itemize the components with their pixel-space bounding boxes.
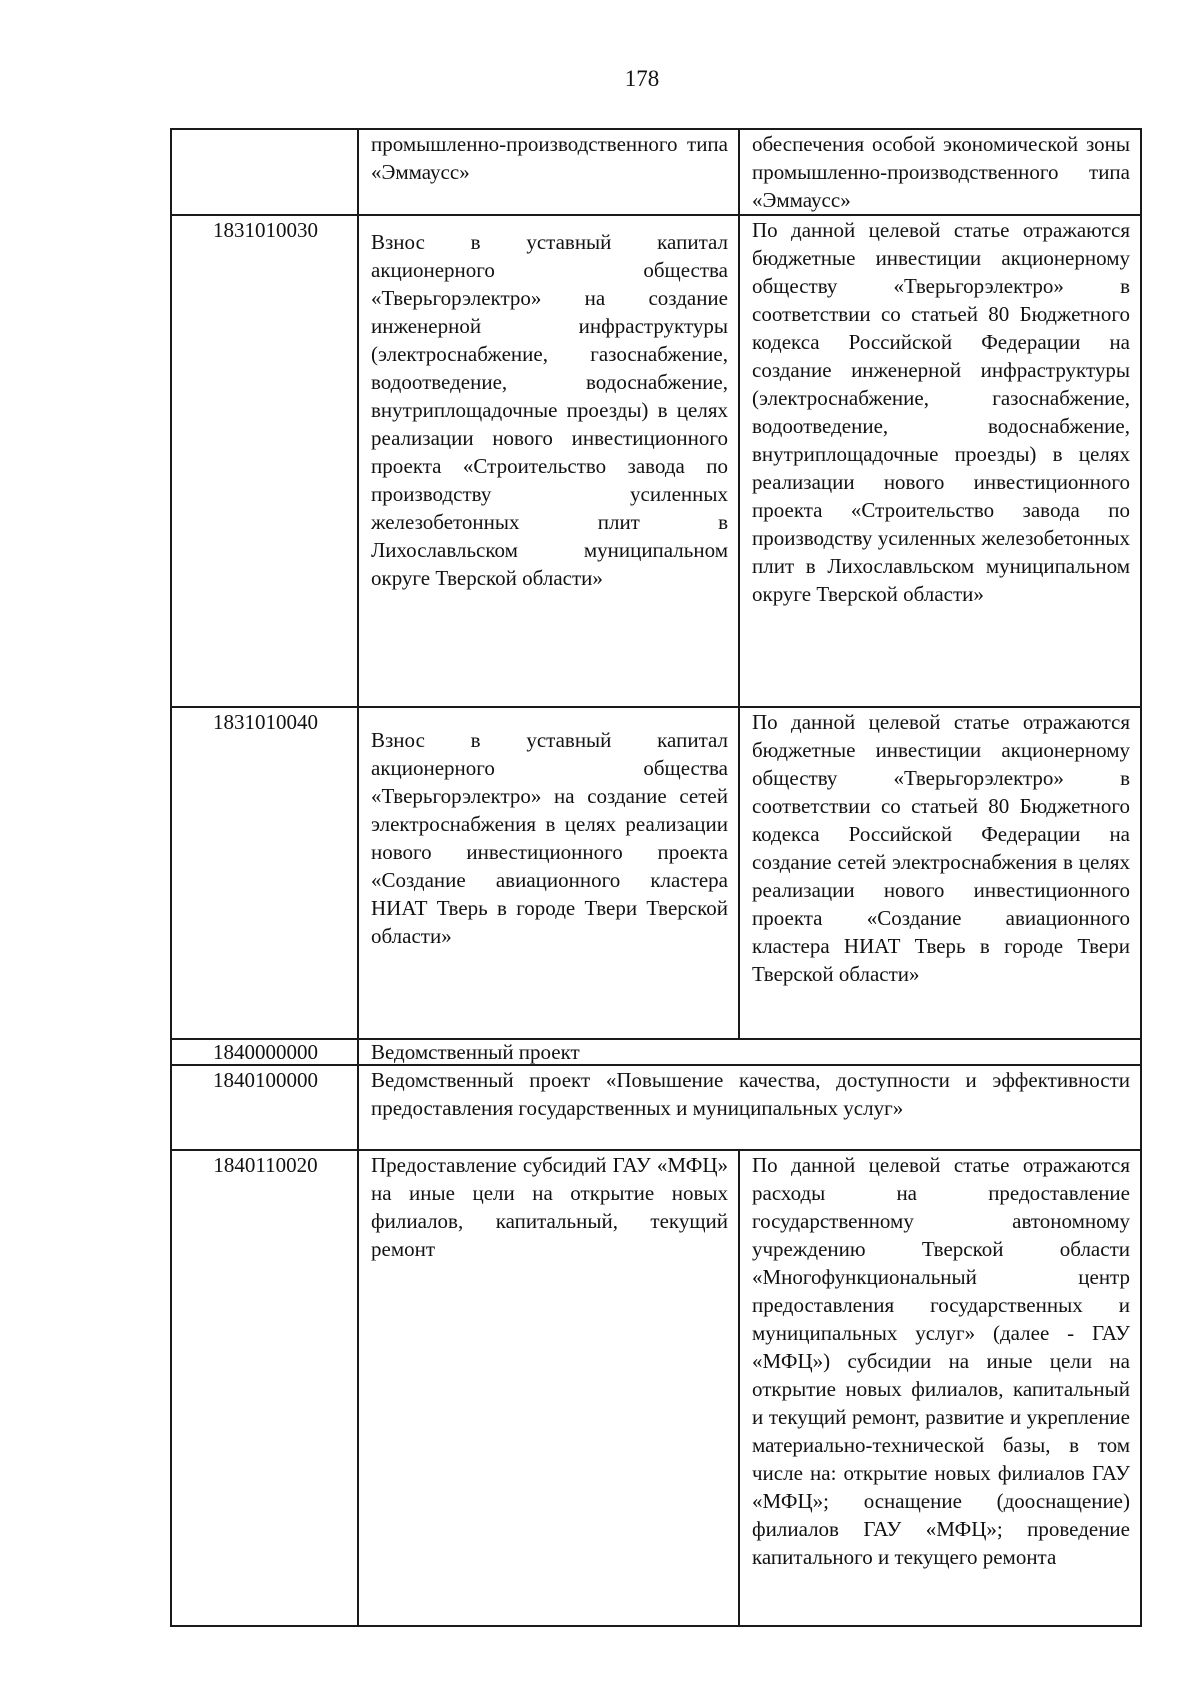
- section-title-cell: Ведомственный проект «Повышение качества, доступности и эффективности предоставления государственных и муниципальных услуг»: [358, 1065, 1141, 1150]
- code-cell: 1840000000: [171, 1039, 358, 1065]
- code-cell: 1831010040: [171, 707, 358, 1039]
- table-row: [171, 1150, 1141, 1626]
- table-row: [171, 215, 1141, 707]
- description-cell: По данной целевой статье отражаются расходы на предоставление государственному автономному учреждению Тверской области «Многофункциональный центр предоставления государственных и муниципальных услуг» (далее - ГАУ «МФЦ») субсидии на иные цели на открытие новых филиалов, капитальный и текущий ремонт, развитие и укрепление материально-технической базы, в том числе на: открытие новых филиалов ГАУ «МФЦ»; оснащение (дооснащение) филиалов ГАУ «МФЦ»; проведение капитального и текущего ремонта: [739, 1150, 1141, 1626]
- target-articles-table: [170, 128, 1142, 1627]
- code-cell: 1840110020: [171, 1150, 358, 1626]
- section-title-cell: Ведомственный проект: [358, 1039, 1141, 1065]
- name-cell: Взнос в уставный капитал акционерного общества «Тверьгорэлектро» на создание сетей электроснабжения в целях реализации нового инвестиционного проекта «Создание авиационного кластера НИАТ Тверь в городе Твери Тверской области»: [358, 707, 739, 1039]
- code-cell: 1831010030: [171, 215, 358, 707]
- table-row: [171, 1039, 1141, 1065]
- table-row: [171, 1065, 1141, 1150]
- table-row: [171, 707, 1141, 1039]
- description-cell: По данной целевой статье отражаются бюджетные инвестиции акционерному обществу «Тверьгорэлектро» в соответствии со статьей 80 Бюджетного кодекса Российской Федерации на создание сетей электроснабжения в целях реализации нового инвестиционного проекта «Создание авиационного кластера НИАТ Тверь в городе Твери Тверской области»: [739, 707, 1141, 1039]
- name-cell: Взнос в уставный капитал акционерного общества «Тверьгорэлектро» на создание инженерной инфраструктуры (электроснабжение, газоснабжение, водоотведение, водоснабжение, внутриплощадочные проезды) в целях реализации нового инвестиционного проекта «Строительство завода по производству усиленных железобетонных плит в Лихославльском муниципальном округе Тверской области»: [358, 215, 739, 707]
- description-cell: обеспечения особой экономической зоны промышленно-производственного типа «Эммаусс»: [739, 129, 1141, 215]
- table-row: [171, 129, 1141, 215]
- code-cell: 1840100000: [171, 1065, 358, 1150]
- page-number: 178: [624, 66, 660, 91]
- description-cell: По данной целевой статье отражаются бюджетные инвестиции акционерному обществу «Тверьгорэлектро» в соответствии со статьей 80 Бюджетного кодекса Российской Федерации на создание инженерной инфраструктуры (электроснабжение, газоснабжение, водоотведение, водоснабжение, внутриплощадочные проезды) в целях реализации нового инвестиционного проекта «Строительство завода по производству усиленных железобетонных плит в Лихославльском муниципальном округе Тверской области»: [739, 215, 1141, 707]
- code-cell: [171, 129, 358, 215]
- name-cell: промышленно-производственного типа «Эммаусс»: [358, 129, 739, 215]
- name-cell: Предоставление субсидий ГАУ «МФЦ» на иные цели на открытие новых филиалов, капитальный, текущий ремонт: [358, 1150, 739, 1626]
